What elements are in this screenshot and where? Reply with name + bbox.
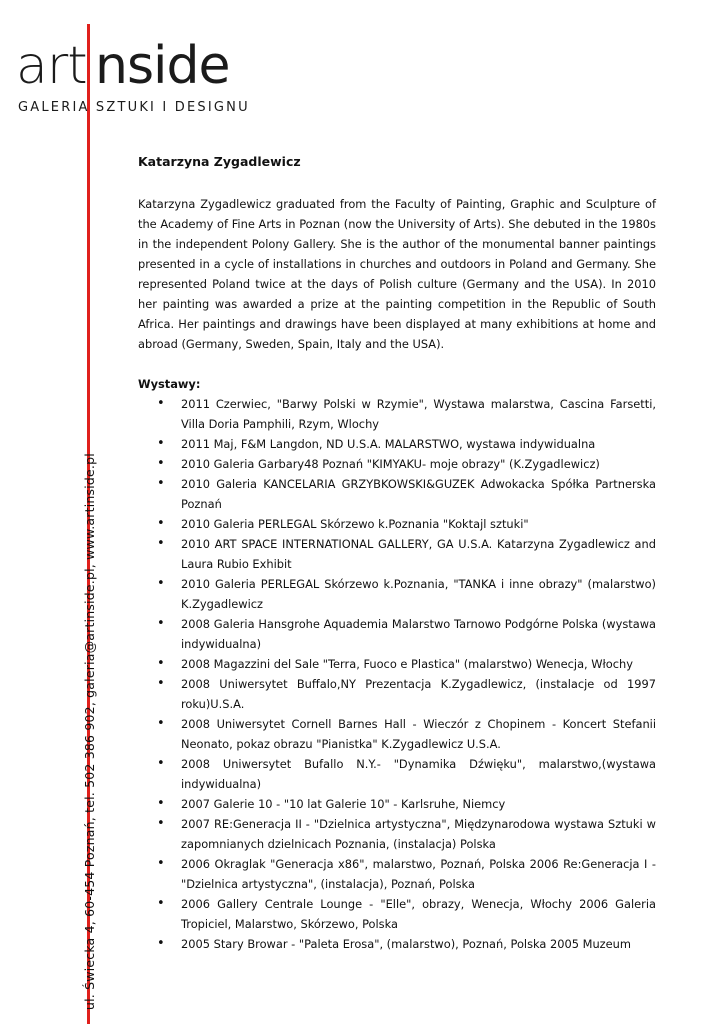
bullet-icon: •: [157, 616, 165, 631]
bullet-icon: •: [157, 756, 165, 771]
exhibition-text: 2010 Galeria PERLEGAL Skórzewo k.Poznania, "TANKA i inne obrazy" (malarstwo) K.Zygadlewicz: [181, 577, 656, 611]
exhibition-item: [138, 934, 656, 954]
exhibition-item: [138, 754, 656, 794]
footer-contact-info: ul. Świecka 4, 60-454 Poznań, tel. 502 386 902, galeria@artinside.pl, www.artinside.pl: [82, 453, 97, 1010]
bullet-icon: •: [157, 476, 165, 491]
artist-bio-paragraph: Katarzyna Zygadlewicz graduated from the Faculty of Painting, Graphic and Sculpture of the Academy of Fine Arts in Poznan (now the University of Arts). She debuted in the 1980s in the independent Polony Gallery. She is the author of the monumental banner paintings presented in a cycle of installations in churches and outdoors in Poland and Germany. She represented Poland twice at the days of Polish culture (Germany and the USA). In 2010 her painting was awarded a prize at the painting competition in the Republic of South Africa. Her paintings and drawings have been displayed at many exhibitions at home and abroad (Germany, Sweden, Spain, Italy and the USA).: [138, 197, 656, 351]
exhibition-text: 2008 Uniwersytet Bufallo N.Y.- "Dynamika Dźwięku", malarstwo,(wystawa indywidualna): [181, 757, 656, 791]
exhibition-text: 2008 Magazzini del Sale "Terra, Fuoco e Plastica" (malarstwo) Wenecja, Włochy: [181, 657, 633, 671]
exhibition-text: 2006 Okraglak "Generacja x86", malarstwo, Poznań, Polska 2006 Re:Generacja I - "Dzielnica artystyczna", (instalacja), Poznań, Polska: [181, 857, 656, 891]
exhibition-item: [138, 714, 656, 754]
exhibition-item: [138, 574, 656, 614]
exhibition-item: [138, 514, 656, 534]
exhibition-text: 2007 Galerie 10 - "10 lat Galerie 10" - Karlsruhe, Niemcy: [181, 797, 506, 811]
exhibition-text: 2010 Galeria Garbary48 Poznań "KIMYAKU- moje obrazy" (K.Zygadlewicz): [181, 457, 600, 471]
bullet-icon: •: [157, 676, 165, 691]
exhibition-text: 2008 Uniwersytet Cornell Barnes Hall - Wieczór z Chopinem - Koncert Stefanii Neonato, pokaz obrazu "Pianistka" K.Zygadlewicz U.S.A.: [181, 717, 656, 751]
bullet-icon: •: [157, 936, 165, 951]
exhibition-text: 2010 Galeria PERLEGAL Skórzewo k.Poznania "Koktajl sztuki": [181, 517, 529, 531]
exhibitions-list: [138, 394, 656, 954]
exhibition-item: [138, 674, 656, 714]
exhibition-item: [138, 434, 656, 454]
bullet-icon: •: [157, 516, 165, 531]
artinside-logo: [16, 36, 256, 126]
logo-word-nside: nside: [95, 36, 230, 96]
logo-subtitle: GALERIA SZTUKI I DESIGNU: [18, 100, 250, 115]
exhibition-text: 2010 Galeria KANCELARIA GRZYBKOWSKI&GUZEK Adwokacka Spółka Partnerska Poznań: [181, 477, 656, 511]
exhibition-item: [138, 794, 656, 814]
exhibition-text: 2006 Gallery Centrale Lounge - "Elle", obrazy, Wenecja, Włochy 2006 Galeria Tropiciel, Malarstwo, Skórzewo, Polska: [181, 897, 656, 931]
exhibition-item: [138, 654, 656, 674]
exhibition-text: 2010 ART SPACE INTERNATIONAL GALLERY, GA U.S.A. Katarzyna Zygadlewicz and Laura Rubio Exhibit: [181, 537, 656, 571]
exhibition-item: [138, 614, 656, 654]
bullet-icon: •: [157, 856, 165, 871]
document-body: [138, 152, 656, 954]
exhibition-text: 2011 Maj, F&M Langdon, ND U.S.A. MALARSTWO, wystawa indywidualna: [181, 437, 596, 451]
bullet-icon: •: [157, 896, 165, 911]
bullet-icon: •: [157, 656, 165, 671]
exhibition-item: [138, 854, 656, 894]
exhibition-text: 2008 Uniwersytet Buffalo,NY Prezentacja K.Zygadlewicz, (instalacje od 1997 roku)U.S.A.: [181, 677, 656, 711]
bullet-icon: •: [157, 396, 165, 411]
exhibition-item: [138, 534, 656, 574]
bullet-icon: •: [157, 816, 165, 831]
bullet-icon: •: [157, 576, 165, 591]
bullet-icon: •: [157, 796, 165, 811]
artist-name-heading: Katarzyna Zygadlewicz: [138, 154, 301, 169]
bullet-icon: •: [157, 716, 165, 731]
exhibitions-heading: Wystawy:: [138, 377, 201, 391]
exhibition-text: 2005 Stary Browar - "Paleta Erosa", (malarstwo), Poznań, Polska 2005 Muzeum: [181, 937, 631, 951]
bullet-icon: •: [157, 456, 165, 471]
exhibition-item: [138, 814, 656, 854]
exhibition-item: [138, 454, 656, 474]
exhibition-item: [138, 394, 656, 434]
bullet-icon: •: [157, 436, 165, 451]
logo-word-art: art: [16, 36, 87, 96]
exhibition-text: 2008 Galeria Hansgrohe Aquademia Malarstwo Tarnowo Podgórne Polska (wystawa indywidualna): [181, 617, 656, 651]
bullet-icon: •: [157, 536, 165, 551]
exhibition-item: [138, 474, 656, 514]
exhibition-item: [138, 894, 656, 934]
exhibition-text: 2011 Czerwiec, "Barwy Polski w Rzymie", Wystawa malarstwa, Cascina Farsetti, Villa Doria Pamphili, Rzym, Wlochy: [181, 397, 656, 431]
exhibition-text: 2007 RE:Generacja II - "Dzielnica artystyczna", Międzynarodowa wystawa Sztuki w zapomnianych dzielnicach Poznania, (instalacja) Polska: [181, 817, 656, 851]
